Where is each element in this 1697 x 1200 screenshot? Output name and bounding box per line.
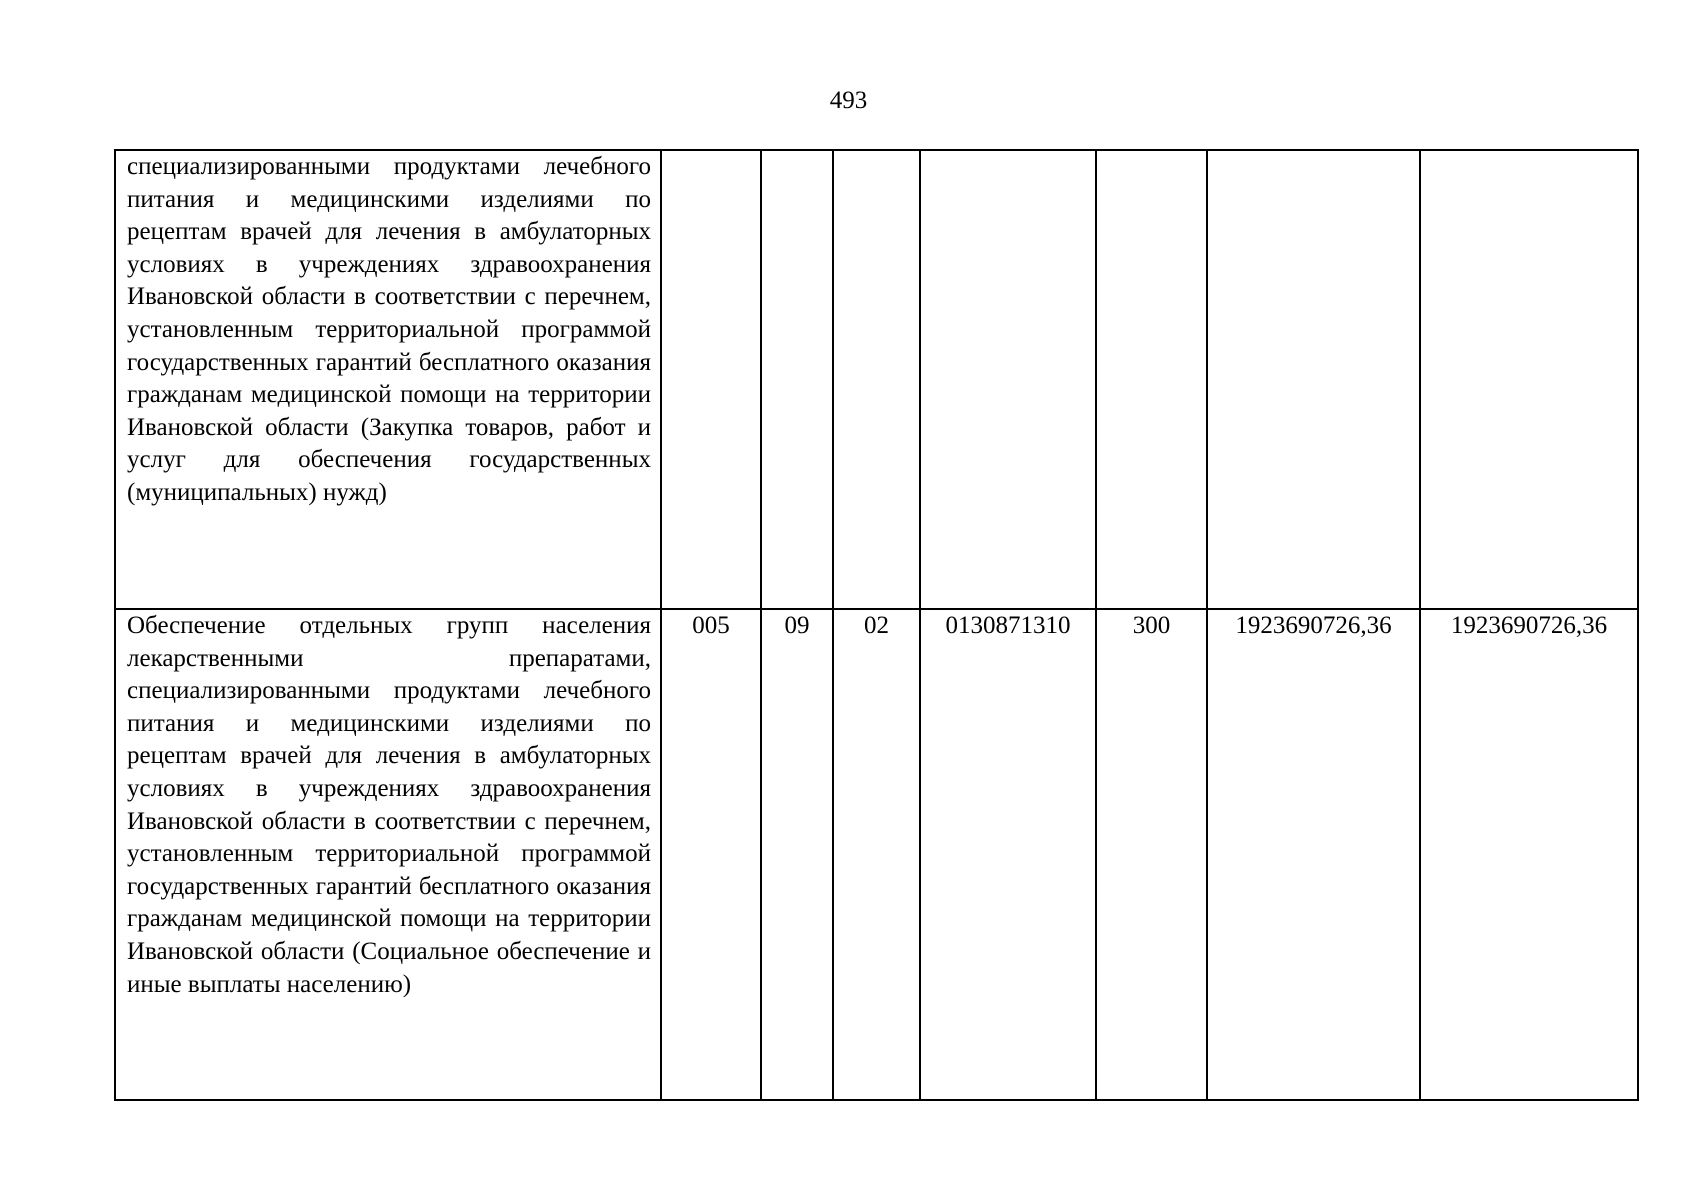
amount-2	[1420, 150, 1638, 609]
row-description: Обеспечение отдельных групп населения лекарственными препаратами, специализированными продуктами лечебного питания и медицинскими изделиями по рецептам врачей для лечения в амбулаторных условиях в учреждениях здравоохранения Ивановской области в соответствии с перечнем, установленным территориальной программой государственных гарантий бесплатного оказания гражданам медицинской помощи на территории Ивановской области (Социальное обеспечение и иные выплаты населению)	[115, 609, 661, 1100]
amount-1	[1207, 150, 1420, 609]
row-description: специализированными продуктами лечебного питания и медицинскими изделиями по рецептам врачей для лечения в амбулаторных условиях в учреждениях здравоохранения Ивановской области в соответствии с перечнем, установленным территориальной программой государственных гарантий бесплатного оказания гражданам медицинской помощи на территории Ивановской области (Закупка товаров, работ и услуг для обеспечения государственных (муниципальных) нужд)	[115, 150, 661, 609]
target-article-code	[920, 150, 1096, 609]
table-row	[115, 150, 1638, 609]
target-article-code: 0130871310	[920, 609, 1096, 1100]
section-code	[761, 150, 833, 609]
ministry-code: 005	[661, 609, 761, 1100]
amount-1: 1923690726,36	[1207, 609, 1420, 1100]
expense-type-code	[1096, 150, 1207, 609]
page-number: 493	[829, 87, 868, 114]
subsection-code: 02	[833, 609, 920, 1100]
amount-2: 1923690726,36	[1420, 609, 1638, 1100]
ministry-code	[661, 150, 761, 609]
section-code: 09	[761, 609, 833, 1100]
budget-table	[114, 149, 1639, 1101]
expense-type-code: 300	[1096, 609, 1207, 1100]
subsection-code	[833, 150, 920, 609]
table-row	[115, 609, 1638, 1100]
